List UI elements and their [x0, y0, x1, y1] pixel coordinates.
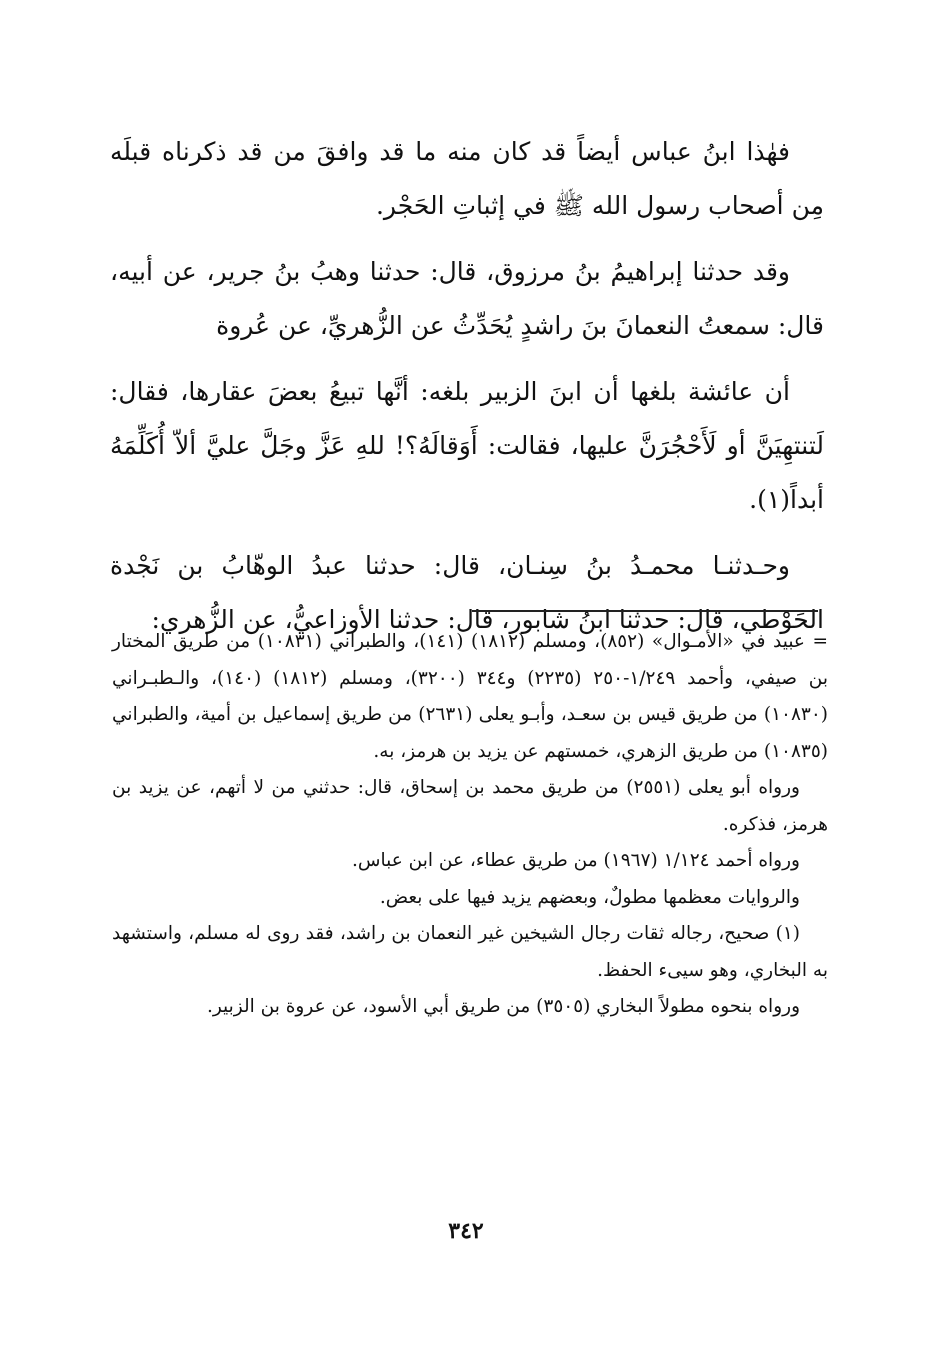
footnotes-section — [112, 624, 828, 1026]
footnote-divider — [472, 610, 818, 612]
main-paragraph: وقد حدثنا إبراهيمُ بنُ مرزوق، قال: حدثنا وهبُ بنُ جرير، عن أبيه، قال: سمعتُ النعمانَ بنَ راشدٍ يُحَدِّثُ عن الزُّهريِّ، عن عُروة — [110, 257, 824, 340]
footnote-paragraph: (١) صحيح، رجاله ثقات رجال الشيخين غير النعمان بن راشد، فقد روى له مسلم، واستشهد به البخاري، وهو سيىء الحفظ. — [112, 923, 828, 981]
main-paragraph: فهٰذا ابنُ عباس أيضاً قد كان منه ما قد وافقَ من قد ذكرناه قبلَه مِن أصحاب رسول الله ﷺ في إثباتِ الحَجْر. — [110, 137, 824, 220]
footnote-paragraph: = عبيد في «الأمـوال» (٨٥٢)، ومسلم (١٨١٢) (١٤١)، والطبراني (١٠٨٣١) من طريق المختار بن صيفي، وأحمد ١/٢٤٩-٢٥٠ (٢٢٣٥) و٣٤٤ (٣٢٠٠)، ومسلم (١٨١٢) (١٤٠)، والـطبـراني (١٠٨٣٠) من طريق قيس بن سعـد، وأبـو يعلى (٢٦٣١) من طريق إسماعيل بن أمية، والطبراني (١٠٨٣٥) من طريق الزهري، خمستهم عن يزيد بن هرمز، به. — [112, 631, 828, 762]
main-text-body — [110, 125, 824, 659]
main-paragraph: أن عائشة بلغها أن ابنَ الزبير بلغه: أنَّها تبيعُ بعضَ عقارها، فقال: لَتنتهِيَنَّ أو لَأَحْجُرَنَّ عليها، فقالت: أَوَقالَهُ؟! للهِ عَزَّ وجَلَّ عليَّ ألاّ أُكَلِّمَهُ أبداً(١). — [110, 377, 824, 514]
footnote-paragraph: ورواه أحمد ١/١٢٤ (١٩٦٧) من طريق عطاء، عن ابن عباس. — [352, 850, 800, 871]
main-paragraph: وحـدثنـا محمـدُ بنُ سِنـان، قال: حدثنا عبدُ الوهّابُ بن نَجْدة الحَوْطي، قال: حدثنا ابنُ شابور، قال: حدثنا الأوزاعيُّ، عن الزُّهري: — [110, 551, 824, 634]
footnote-paragraph: والروايات معظمها مطولٌ، وبعضهم يزيد فيها على بعض. — [379, 886, 800, 908]
footnote-paragraph: ورواه بنحوه مطولاً البخاري (٣٥٠٥) من طريق أبي الأسود، عن عروة بن الزبير. — [206, 996, 800, 1017]
footnote-paragraph: ورواه أبو يعلى (٢٥٥١) من طريق محمد بن إسحاق، قال: حدثني من لا أتهم، عن يزيد بن هرمز، فذكره. — [112, 777, 828, 835]
page-number: ٣٤٢ — [448, 1218, 484, 1244]
